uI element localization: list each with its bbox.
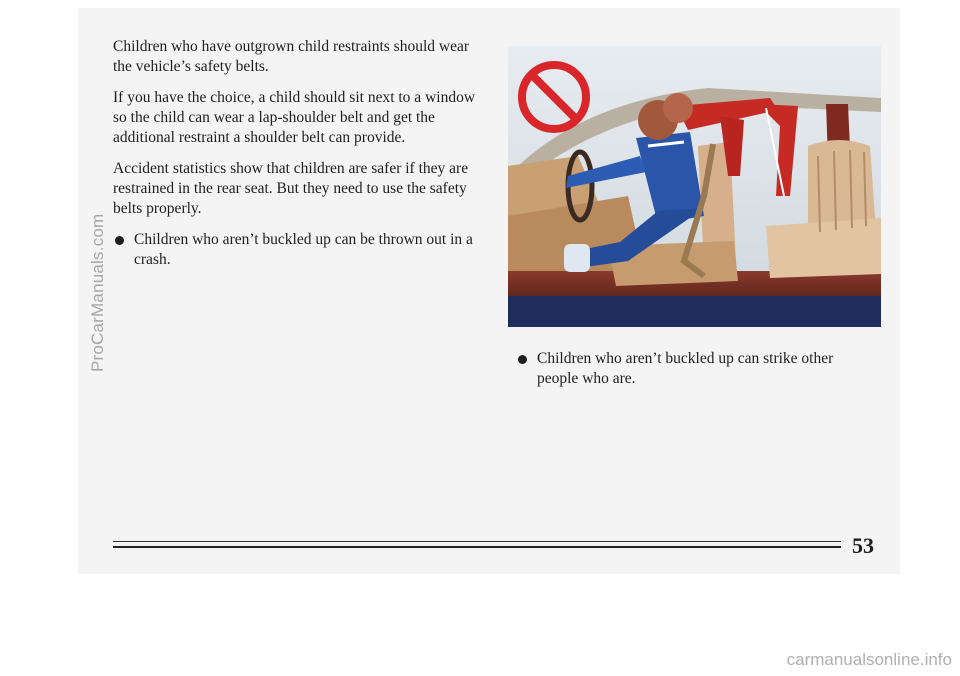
bullet-text: Children who aren’t buckled up can be thrown out in a crash. xyxy=(134,231,473,268)
side-watermark: ProCarManuals.com xyxy=(88,213,107,372)
page-number: 53 xyxy=(852,533,874,558)
bullet-text: Children who aren’t buckled up can strike other people who are. xyxy=(537,350,834,387)
footer-rule-thick xyxy=(113,546,841,548)
footer-rule-thin xyxy=(113,541,841,542)
left-column xyxy=(113,37,485,270)
paragraph-window-seat: If you have the choice, a child should sit next to a window so the child can wear a lap-shoulder belt and get the additional restraint a shoulder belt can provide. xyxy=(113,89,476,146)
driver-shoes xyxy=(564,244,590,272)
child-head xyxy=(663,93,693,123)
bullet-dot-icon xyxy=(115,236,124,245)
rear-seat-cushion xyxy=(766,218,881,278)
paragraph-accident-statistics: Accident statistics show that children are safer if they are restrained in the rear seat. But they need to use the safety belts properly. xyxy=(113,160,469,217)
unbelted-child-illustration xyxy=(508,46,881,327)
right-column xyxy=(516,349,876,389)
paragraph-outgrown-restraints: Children who have outgrown child restraints should wear the vehicle’s safety belts. xyxy=(113,38,469,75)
car-sill xyxy=(508,296,881,327)
bullet-dot-icon xyxy=(518,355,527,364)
bullet-thrown-out xyxy=(113,230,485,270)
bullet-strike-others xyxy=(516,349,876,389)
footer-watermark: carmanualsonline.info xyxy=(786,650,952,669)
